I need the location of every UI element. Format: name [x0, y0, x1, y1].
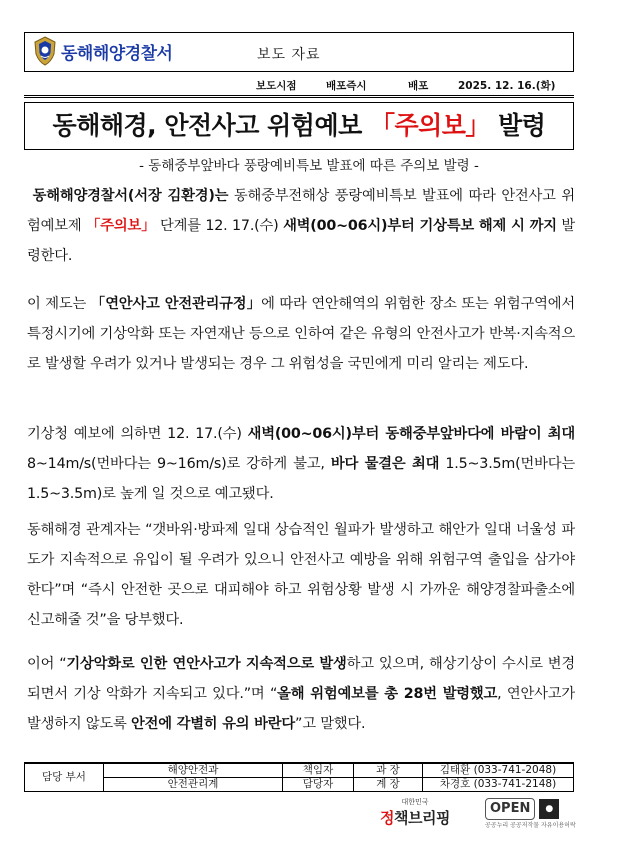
p5-bold-3: 안전에 각별히 유의 바란다	[130, 716, 296, 732]
p2-bold-regulation: 「연안사고 안전관리규정」	[90, 296, 262, 312]
p5-text-3: , 연안사고가 발생하지 않도록	[27, 686, 575, 732]
subtitle: - 동해중부앞바다 풍랑예비특보 발표에 따른 주의보 발령 -	[139, 158, 479, 174]
contact-row	[25, 778, 574, 792]
coast-guard-emblem-icon	[33, 36, 57, 66]
p1-text-3: 발령한다.	[27, 218, 575, 264]
policy-briefing-logo	[380, 797, 450, 828]
paragraph-2	[27, 289, 575, 379]
title-box	[24, 102, 574, 150]
policy-briefing-accent: 정	[380, 809, 394, 827]
p3-text: 기상청 예보에 의하면 12. 17.(수)	[27, 426, 248, 442]
title-highlight: 「주의보」	[369, 111, 490, 140]
paragraph-3	[27, 419, 575, 509]
p5-text-4: ”고 말했다.	[295, 716, 366, 732]
release-meta	[256, 78, 555, 93]
press-release-label: 보도 자료	[257, 47, 321, 63]
p1-highlight: 「주의보」	[85, 218, 156, 234]
p1-text: 동해중부전해상 풍랑예비특보 발표에 따라 안전사고 위험예보제	[27, 188, 575, 234]
open-license-logo	[485, 798, 559, 820]
p5-text: 이어 “	[27, 656, 67, 672]
org-name: 동해해양경찰서	[61, 43, 173, 64]
press-header-box	[24, 32, 574, 72]
open-badge: OPEN	[485, 798, 535, 820]
title-1: 과 장	[354, 763, 423, 778]
policy-briefing-rest: 책브리핑	[394, 809, 450, 827]
title-2: 계 장	[354, 778, 423, 792]
paragraph-4: 동해해경 관계자는 “갯바위·방파제 일대 상습적인 월파가 발생하고 해안가 일대 너울성 파도가 지속적으로 유입이 될 우려가 있으니 안전사고 예방을 위해 위험구역 출입을 삼가야 한다”며 “즉시 안전한 곳으로 대피해야 하고 위험상황 발생 시 가까운 해양경찰파출소에 신고해줄 것”을 당부했다.	[27, 522, 575, 628]
p2-text: 이 제도는	[27, 296, 91, 312]
role-2: 담당자	[283, 778, 354, 792]
paragraph-5	[27, 649, 575, 739]
license-type-icon: ●	[539, 799, 559, 819]
p1-bold-period: 새벽(00~06시)부터 기상특보 해제 시 까지	[283, 218, 557, 234]
p5-text-2: 하고 있으며, 해상기상이 수시로 변경되면서 기상 악화가 지속되고 있다.”며 “	[27, 656, 576, 702]
release-time-label: 보도시점	[256, 80, 297, 92]
p3-text-2: 8~14m/s(먼바다는 9~16m/s)로 강하게 불고,	[27, 456, 331, 472]
p5-bold-1: 기상악화로 인한 연안사고가 지속적으로 발생	[66, 656, 347, 672]
policy-briefing-small: 대한민국	[401, 798, 429, 806]
dept-line-2: 안전관리계	[104, 778, 283, 792]
p3-text-3: 1.5~3.5m(먼바다는 1.5~3.5m)로 높게 일 것으로 예고됐다.	[27, 456, 575, 502]
open-license-caption: 공공누리 공공저작물 자유이용허락	[485, 822, 576, 829]
release-date-label: 배포	[408, 80, 429, 92]
p1-bold-lead: 동해해양경찰서(서장 김환경)는	[32, 188, 229, 204]
title-suffix: 발령	[489, 111, 546, 140]
dept-label: 담당 부서	[25, 763, 104, 792]
policy-briefing-title	[380, 807, 450, 828]
contact-table	[24, 762, 574, 792]
contact-row	[25, 763, 574, 778]
page-title	[25, 103, 573, 149]
role-1: 책임자	[283, 763, 354, 778]
person-2: 차경호 (033-741-2148)	[423, 778, 574, 792]
p3-bold-wind: 새벽(00~06시)부터 동해중부앞바다에 바람이 최대	[247, 426, 575, 442]
release-date-value: 2025. 12. 16.(화)	[458, 80, 556, 92]
header-divider	[24, 95, 574, 98]
org-logo	[33, 36, 172, 66]
person-1: 김태환 (033-741-2048)	[423, 763, 574, 778]
p3-bold-wave: 바다 물결은 최대	[330, 456, 440, 472]
title-prefix: 동해해경, 안전사고 위험예보	[52, 111, 370, 140]
p1-text-2: 단계를 12. 17.(수)	[155, 218, 284, 234]
p5-bold-2: 올해 위험예보를 총 28번 발령했고	[277, 686, 498, 702]
release-time-value: 배포즉시	[326, 80, 367, 92]
paragraph-1	[27, 181, 575, 271]
dept-line-1: 해양안전과	[104, 763, 283, 778]
p2-text-2: 에 따라 연안해역의 위험한 장소 또는 위험구역에서 특정시기에 기상악화 또는 자연재난 등으로 인하여 같은 유형의 안전사고가 반복·지속적으로 발생할 우려가 있거나 발생되는 경우 그 위험성을 국민에게 미리 알리는 제도다.	[27, 296, 575, 372]
